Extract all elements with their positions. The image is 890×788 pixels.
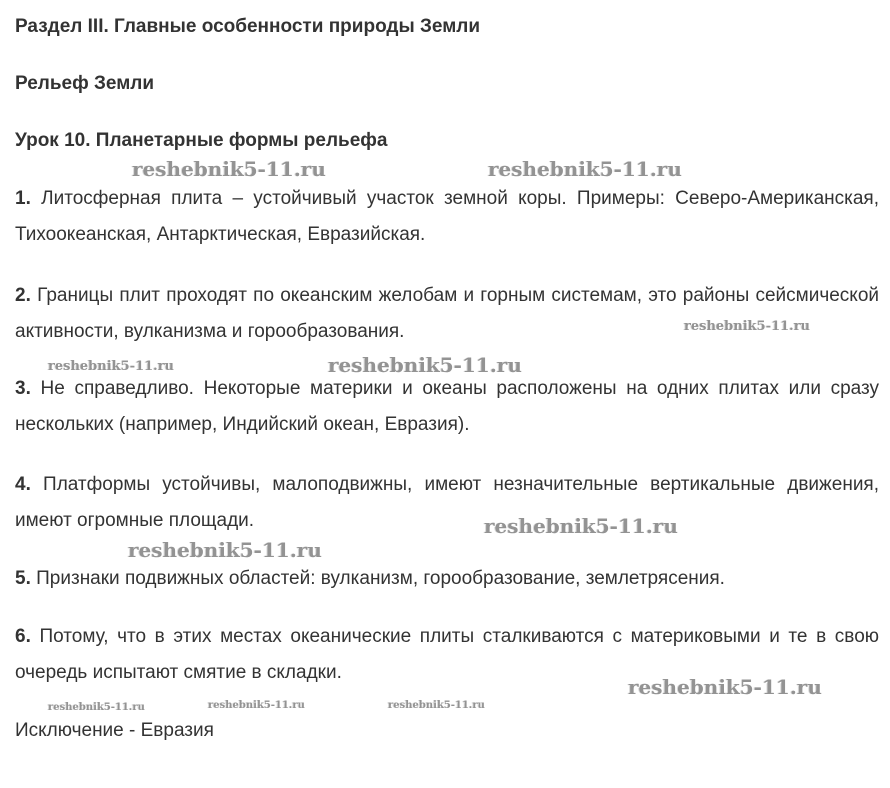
watermark: reshebnik5-11.ru bbox=[48, 359, 175, 374]
lesson-title: Урок 10. Планетарные формы рельефа bbox=[15, 130, 388, 151]
answer-text: Границы плит проходят по океанским желобам и горным системам, это районы сейсмической активности, вулканизма и горообразования. bbox=[15, 285, 880, 342]
watermark: reshebnik5-11.ru bbox=[208, 700, 305, 711]
watermark: reshebnik5-11.ru bbox=[328, 353, 522, 377]
watermark: reshebnik5-11.ru bbox=[484, 514, 678, 538]
answer-number: 3. bbox=[15, 378, 31, 399]
answer-text: Потому, что в этих местах океанические плиты сталкиваются с материковыми и те в свою очередь испытают смятие в складки. bbox=[15, 626, 880, 683]
watermark: reshebnik5-11.ru bbox=[128, 538, 322, 562]
answer-number: 6. bbox=[15, 626, 31, 647]
answer-number: 5. bbox=[15, 568, 31, 589]
watermark: reshebnik5-11.ru bbox=[132, 157, 326, 181]
topic-title: Рельеф Земли bbox=[15, 73, 155, 94]
answer-text: Платформы устойчивы, малоподвижны, имеют незначительные вертикальные движения, имеют огромные площади. bbox=[15, 474, 880, 531]
answer-text: Признаки подвижных областей: вулканизм, горообразование, землетрясения. bbox=[36, 568, 725, 589]
watermark: reshebnik5-11.ru bbox=[628, 675, 822, 699]
watermark: reshebnik5-11.ru bbox=[388, 700, 485, 711]
answer-text: Литосферная плита – устойчивый участок земной коры. Примеры: Северо-Американская, Тихоокеанская, Антарктическая, Евразийская. bbox=[15, 188, 879, 245]
answer-number: 1. bbox=[15, 188, 31, 209]
answer-text: Не справедливо. Некоторые материки и океаны расположены на одних плитах или сразу нескольких (например, Индийский океан, Евразия). bbox=[15, 378, 880, 435]
footer-note: Исключение - Евразия bbox=[15, 720, 214, 741]
answer-2 bbox=[15, 278, 879, 350]
watermark: reshebnik5-11.ru bbox=[488, 157, 682, 181]
answer-4 bbox=[15, 467, 879, 539]
answer-5 bbox=[15, 561, 879, 597]
watermark: reshebnik5-11.ru bbox=[48, 702, 145, 713]
section-title: Раздел III. Главные особенности природы Земли bbox=[15, 16, 481, 37]
watermark: reshebnik5-11.ru bbox=[684, 319, 811, 334]
answer-3 bbox=[15, 371, 879, 443]
answer-number: 2. bbox=[15, 285, 31, 306]
answer-1 bbox=[15, 181, 879, 253]
answer-number: 4. bbox=[15, 474, 31, 495]
